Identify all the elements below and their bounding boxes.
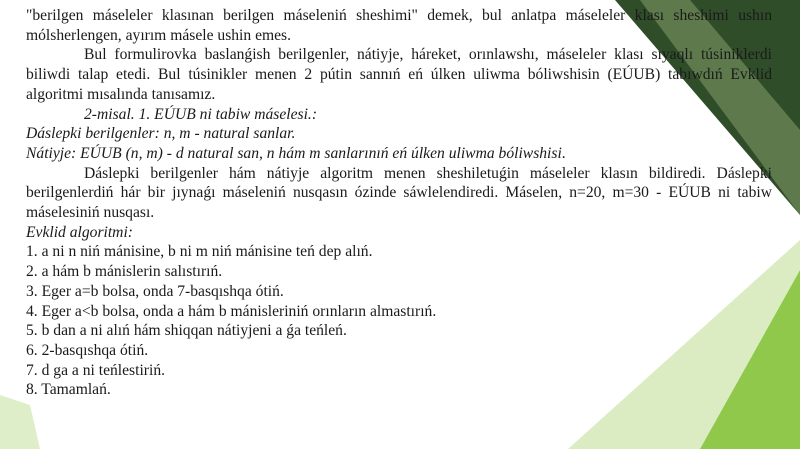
result-period: . [561, 144, 566, 162]
algorithm-step-3: 3. Eger a=b bolsa, onda 7-basqıshqa ótiń. [26, 282, 284, 300]
algorithm-step-7: 7. d ga a ni teńlestiriń. [26, 361, 166, 379]
algorithm-step-5: 5. b dan a ni alıń hám shiqqan nátiyjeni a ǵa teńleń. [26, 322, 347, 340]
document-body [26, 6, 772, 400]
example-title: 2-misal. 1. EÚUB ni tabiw máselesi.: [84, 105, 318, 123]
pale-green-strip [0, 395, 40, 449]
algorithm-step-1: 1. a ni n niń mánisine, b ni m niń mánisine teń dep alıń. [26, 243, 373, 261]
algorithm-step-4: 4. Eger a<b bolsa, onda a hám b mánisleriniń orınların almastırıń. [26, 302, 437, 320]
paragraph-formulation: Bul formulirovka baslanǵish berilgenler, nátiyje, háreket, orınlawshı, máseleler klası sıyaqlı túsiniklerdi biliwdi talap etedi. Bul túsinikler menen 2 pútin sannıń eń úlken uliwma bóliwshisin (EÚUB) tabıwdıń Evklid algoritmi mısalında tanısamız. [26, 46, 772, 103]
algorithm-step-2: 2. a hám b mánislerin salıstırıń. [26, 263, 223, 281]
algorithm-title: Evklid algoritmi: [26, 223, 133, 241]
algorithm-step-8: 8. Tamamlań. [26, 381, 111, 399]
paragraph-problem-class: Dáslepki berilgenler hám nátiyje algoritm menen sheshiletuǵin máseleler klasın bildiredi. Dáslepki berilgenlerdiń hár bir jıynaǵı máseleniń nusqasın ózinde sáwlelendiredi. Máselen, n=20, m=30 - EÚUB ni tabiw máselesiniń nusqası. [26, 164, 772, 222]
paragraph-intro: "berilgen máseleler klasınan berilgen máseleniń sheshimi" demek, bul anlatpa máseleler klası sheshimi ushın mólsherlengen, ayırım másele ushin emes. [26, 7, 772, 44]
algorithm-step-6: 6. 2-basqıshqa ótiń. [26, 341, 149, 359]
result-line [26, 144, 772, 164]
result-text: Nátiyje: EÚUB (n, m) - d natural san, n hám m sanlarınıń eń úlken uliwma bóliwshisi [26, 144, 562, 162]
initial-inputs: Dáslepki berilgenler: n, m - natural sanlar. [26, 125, 296, 143]
